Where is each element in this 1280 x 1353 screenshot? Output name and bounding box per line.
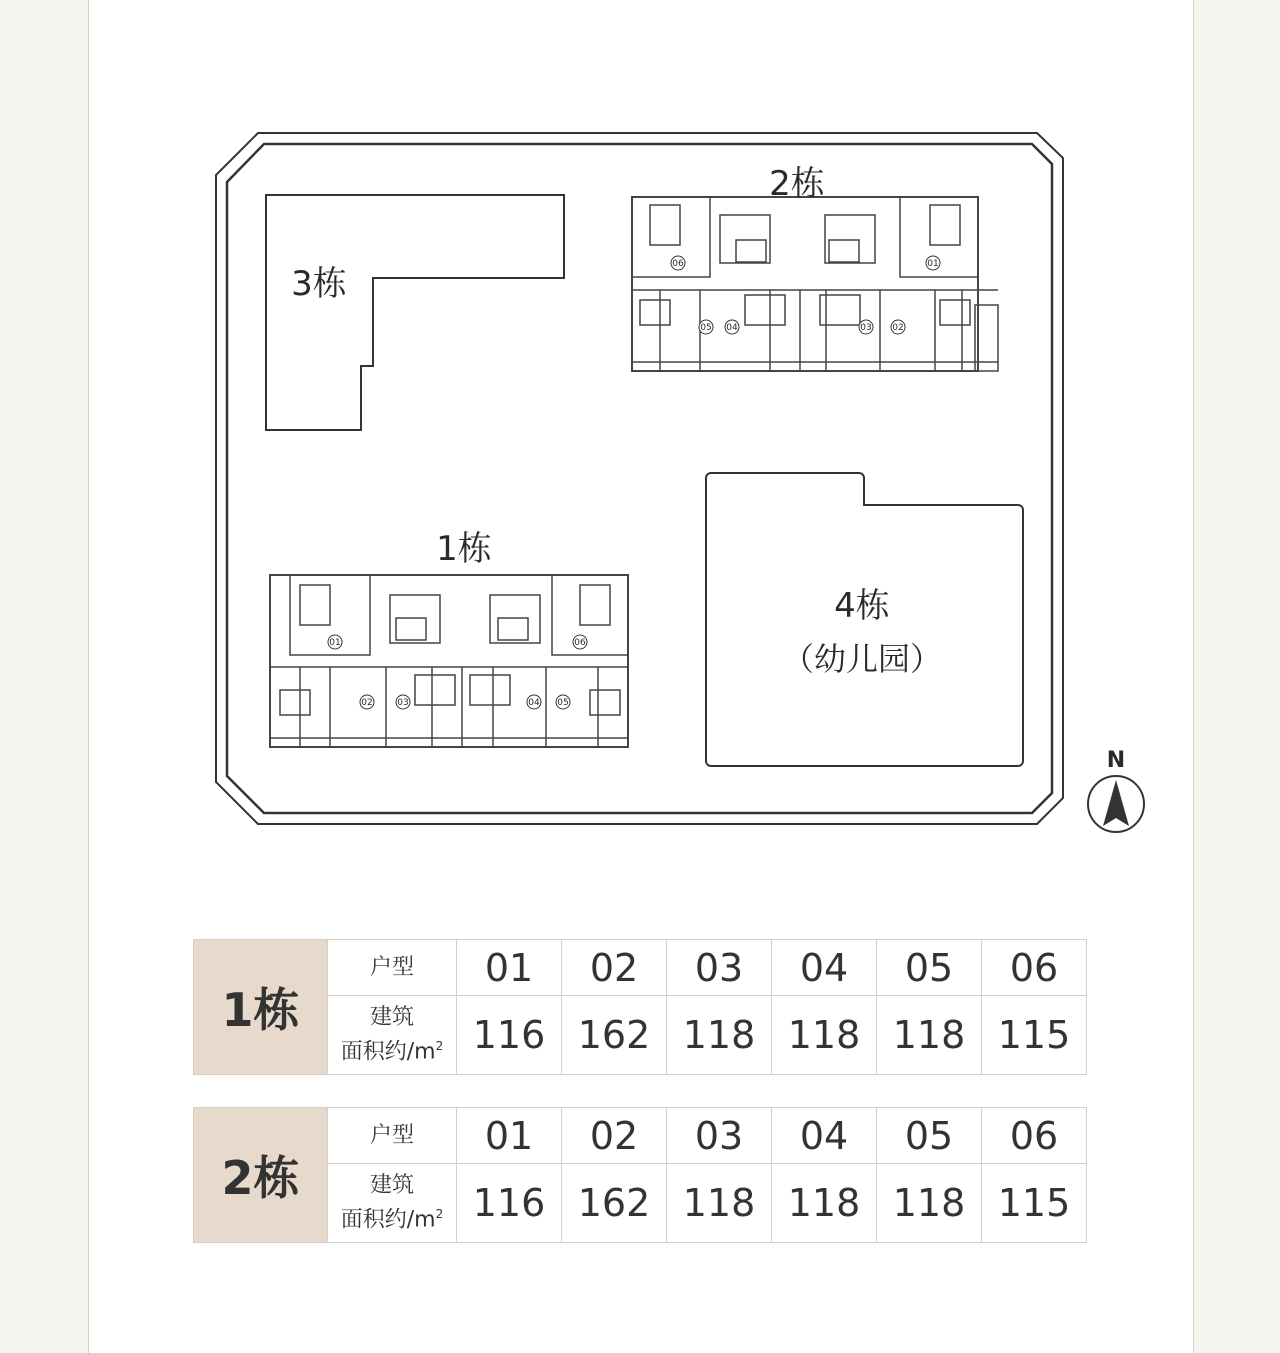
building-3-label: 3栋 <box>291 264 347 304</box>
area-cell: 162 <box>562 1164 667 1243</box>
unit-type-cell: 05 <box>877 1108 982 1164</box>
b1-unit-marker: 05 <box>557 698 569 708</box>
area-header-line1: 建筑 <box>369 1172 414 1198</box>
area-header <box>328 996 457 1075</box>
unit-type-cell: 02 <box>562 940 667 996</box>
b2-unit-marker: 04 <box>726 323 738 333</box>
building-1-label: 1栋 <box>436 529 492 569</box>
area-header-line1: 建筑 <box>369 1004 414 1030</box>
b1-unit-marker: 03 <box>397 698 409 708</box>
building-1-unit-markers <box>328 635 587 709</box>
unit-type-cell: 04 <box>772 940 877 996</box>
b2-unit-marker: 06 <box>672 259 684 269</box>
b2-unit-marker: 01 <box>927 259 939 269</box>
unit-type-cell: 03 <box>667 940 772 996</box>
unit-type-cell: 06 <box>982 1108 1087 1164</box>
b1-unit-marker: 06 <box>574 638 586 648</box>
area-header-sup: 2 <box>435 1206 444 1221</box>
table-building-label: 2栋 <box>194 1108 328 1243</box>
area-header-line2: 面积约/m <box>340 1039 436 1065</box>
b1-unit-marker: 01 <box>329 638 341 648</box>
building-4-label: 4栋 <box>834 586 890 626</box>
area-cell: 118 <box>877 1164 982 1243</box>
unit-type-cell: 01 <box>457 940 562 996</box>
b2-unit-marker: 05 <box>700 323 712 333</box>
table-building-label: 1栋 <box>194 940 328 1075</box>
area-cell: 116 <box>457 996 562 1075</box>
building-4-sublabel: （幼儿园） <box>781 640 943 678</box>
unit-type-cell: 04 <box>772 1108 877 1164</box>
building-2-label: 2栋 <box>769 164 825 204</box>
building-2-floorplan <box>632 197 998 371</box>
area-cell: 116 <box>457 1164 562 1243</box>
area-header-line2: 面积约/m <box>340 1207 436 1233</box>
area-header <box>328 1164 457 1243</box>
b1-unit-marker: 04 <box>528 698 540 708</box>
area-cell: 118 <box>667 1164 772 1243</box>
building-2-area-table <box>193 1107 1087 1243</box>
north-arrow-icon <box>1088 748 1144 832</box>
area-cell: 115 <box>982 1164 1087 1243</box>
area-header-sup: 2 <box>435 1038 444 1053</box>
building-3-outline <box>266 195 564 430</box>
area-cell: 118 <box>772 1164 877 1243</box>
area-cell: 118 <box>772 996 877 1075</box>
site-boundary-outer <box>216 133 1063 824</box>
area-cell: 162 <box>562 996 667 1075</box>
unit-type-cell: 06 <box>982 940 1087 996</box>
b2-unit-marker: 03 <box>860 323 872 333</box>
unit-type-cell: 05 <box>877 940 982 996</box>
unit-type-cell: 03 <box>667 1108 772 1164</box>
unit-type-cell: 01 <box>457 1108 562 1164</box>
area-cell: 118 <box>667 996 772 1075</box>
north-label: N <box>1106 748 1126 773</box>
b2-unit-marker: 02 <box>892 323 904 333</box>
area-cell: 115 <box>982 996 1087 1075</box>
unit-type-header: 户型 <box>328 940 457 996</box>
b1-unit-marker: 02 <box>361 698 373 708</box>
building-1-floorplan <box>270 575 628 747</box>
unit-type-header: 户型 <box>328 1108 457 1164</box>
building-1-area-table <box>193 939 1087 1075</box>
unit-type-cell: 02 <box>562 1108 667 1164</box>
site-boundary-inner <box>227 144 1052 813</box>
area-cell: 118 <box>877 996 982 1075</box>
